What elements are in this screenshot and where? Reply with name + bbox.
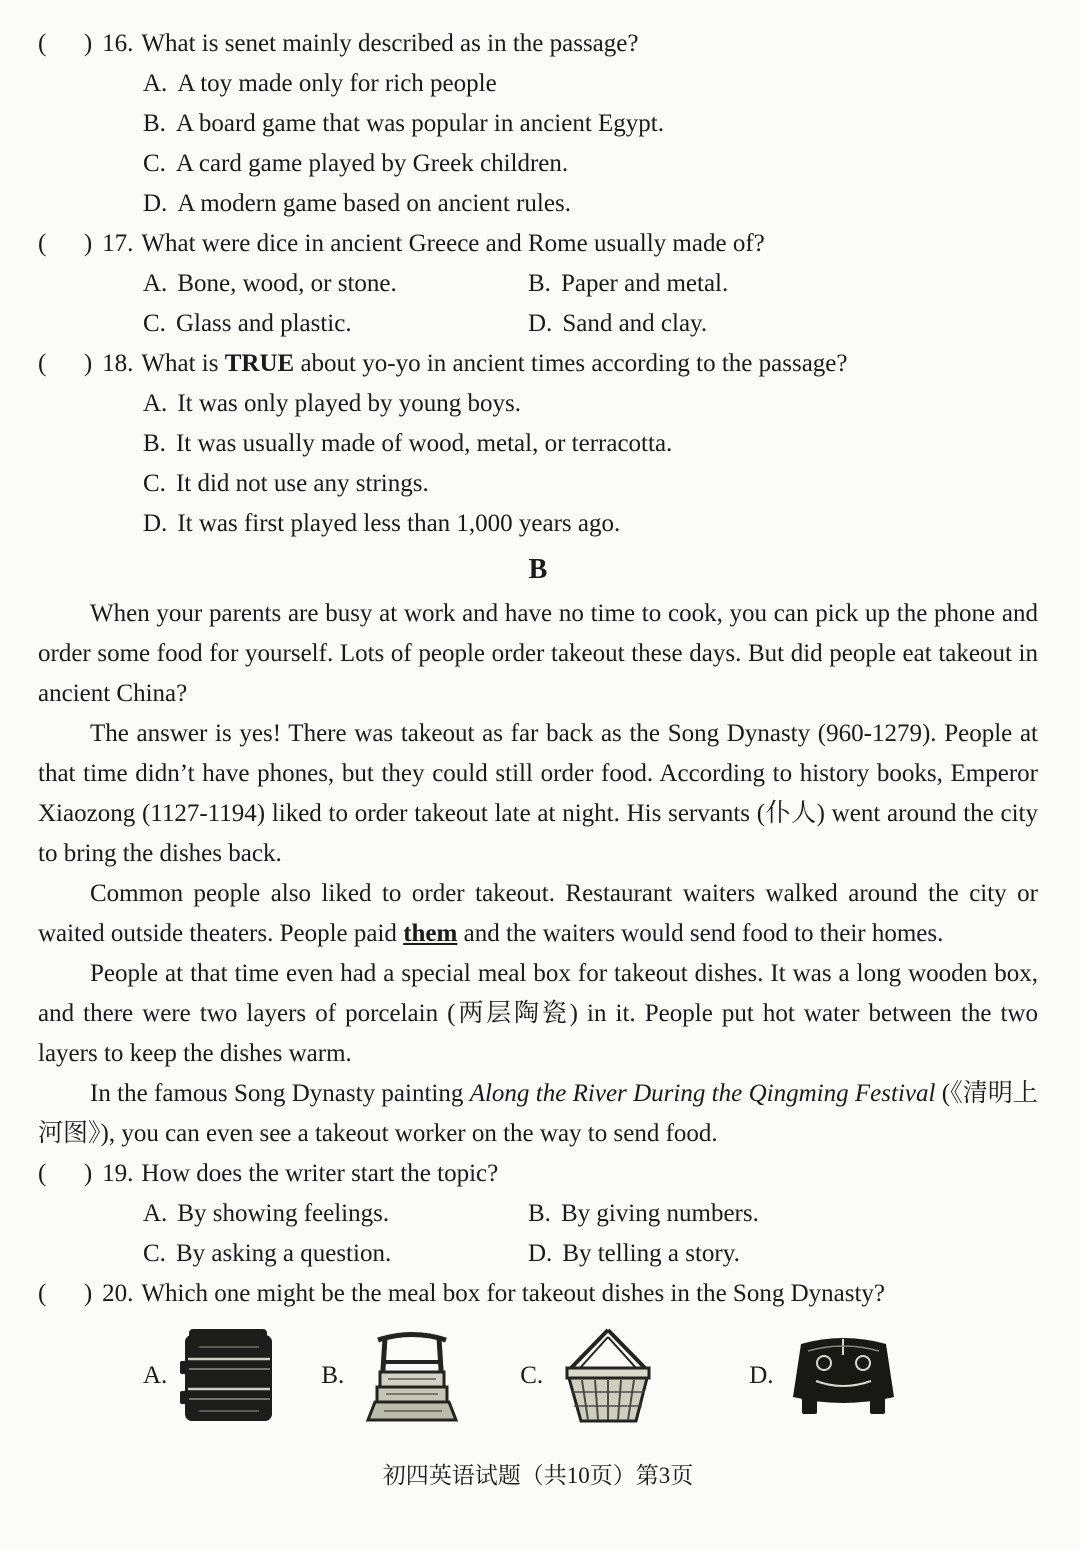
question-16-head xyxy=(38,24,1038,64)
option-label: C. xyxy=(143,150,166,177)
question-17-head xyxy=(38,224,1038,264)
question-text: What were dice in ancient Greece and Rome usually made of? xyxy=(141,230,765,257)
meal-box-image-c xyxy=(555,1326,661,1426)
answer-blank: ( ) xyxy=(38,1160,93,1187)
option-d xyxy=(143,504,1038,544)
meal-box-image-b xyxy=(356,1326,468,1426)
option-a xyxy=(143,384,1038,424)
passage-paragraph-2: The answer is yes! There was takeout as far back as the Song Dynasty (960-1279). People at that time didn’t have phones, but they could still order food. According to history books, Emperor Xiaozong (1127-1194) liked to order takeout late at night. His servants (仆人) went around the city to bring the dishes back. xyxy=(38,720,1038,867)
option-text: Sand and clay. xyxy=(562,310,708,337)
painting-title: Along the River During the Qingming Festival xyxy=(469,1080,936,1107)
paragraph-text: and the waiters would send food to their homes. xyxy=(457,920,944,947)
option-text: It did not use any strings. xyxy=(175,470,429,497)
option-label: C. xyxy=(143,310,166,337)
question-number: 17. xyxy=(102,230,134,257)
option-text: Bone, wood, or stone. xyxy=(177,270,397,297)
question-20-head xyxy=(38,1274,1038,1314)
option-label: D. xyxy=(528,1240,553,1267)
options-row xyxy=(143,1194,1038,1234)
question-19-head xyxy=(38,1154,1038,1194)
option-text: By telling a story. xyxy=(562,1240,740,1267)
meal-box-image-a xyxy=(179,1327,279,1425)
question-text: Which one might be the meal box for takeout dishes in the Song Dynasty? xyxy=(141,1280,885,1307)
option-b xyxy=(528,1194,759,1234)
option-text: It was first played less than 1,000 years ago. xyxy=(177,510,621,537)
option-label: C. xyxy=(520,1362,544,1389)
option-label: C. xyxy=(143,1240,166,1267)
option-label: D. xyxy=(528,310,553,337)
option-text: It was usually made of wood, metal, or terracotta. xyxy=(175,430,673,457)
question-text: What is xyxy=(141,350,225,377)
passage-paragraph-3 xyxy=(38,874,1038,954)
option-label: D. xyxy=(749,1362,774,1389)
options-row xyxy=(143,304,1038,344)
question-number: 19. xyxy=(102,1160,134,1187)
paragraph-text: Common people also liked to order takeout. Restaurant waiters walked around the city or waited outside theaters. People paid xyxy=(38,880,1038,947)
passage-paragraph-4: People at that time even had a special meal box for takeout dishes. It was a long wooden box, and there were two layers of porcelain (两层陶瓷) in it. People put hot water between the two layers to keep the dishes warm. xyxy=(38,960,1038,1067)
option-text: By showing feelings. xyxy=(177,1200,390,1227)
option-label: B. xyxy=(528,270,551,297)
option-text: Glass and plastic. xyxy=(175,310,352,337)
option-c xyxy=(143,304,528,344)
option-label: A. xyxy=(143,1200,168,1227)
option-c xyxy=(143,464,1038,504)
question-text: What is senet mainly described as in the passage? xyxy=(141,30,639,57)
option-d xyxy=(528,304,707,344)
passage-paragraph-5 xyxy=(38,1074,1038,1154)
option-a xyxy=(143,264,528,304)
question-text: about yo-yo in ancient times according to the passage? xyxy=(294,350,848,377)
passage-paragraph-1: When your parents are busy at work and have no time to cook, you can pick up the phone and order some food for yourself. Lots of people order takeout these days. But did people eat takeout in ancient China? xyxy=(38,600,1038,707)
question-number: 16. xyxy=(102,30,134,57)
question-text: How does the writer start the topic? xyxy=(141,1160,499,1187)
answer-blank: ( ) xyxy=(38,350,93,377)
option-text: By asking a question. xyxy=(175,1240,392,1267)
answer-blank: ( ) xyxy=(38,230,93,257)
option-label: D. xyxy=(143,510,168,537)
option-text: A modern game based on ancient rules. xyxy=(177,190,571,217)
answer-blank: ( ) xyxy=(38,1280,93,1307)
page-footer: 初四英语试题（共10页）第3页 xyxy=(382,1463,694,1488)
option-label: A. xyxy=(143,390,168,417)
meal-box-image-d xyxy=(786,1329,901,1424)
option-c xyxy=(143,144,1038,184)
question-17 xyxy=(38,224,1038,344)
question-18-head xyxy=(38,344,1038,384)
option-d xyxy=(143,184,1038,224)
emphasized-word: them xyxy=(403,920,458,947)
question-number: 18. xyxy=(102,350,134,377)
question-20 xyxy=(38,1274,1038,1426)
option-label: B. xyxy=(143,110,166,137)
options-row xyxy=(143,1234,1038,1274)
option-label: A. xyxy=(143,70,168,97)
option-a xyxy=(143,64,1038,104)
image-options-row xyxy=(143,1326,1038,1426)
section-heading-b: B xyxy=(528,554,548,585)
option-label: B. xyxy=(143,430,166,457)
question-text-emphasis: TRUE xyxy=(224,350,295,377)
option-label: B. xyxy=(528,1200,551,1227)
question-19 xyxy=(38,1154,1038,1274)
option-text: By giving numbers. xyxy=(560,1200,759,1227)
question-number: 20. xyxy=(102,1280,134,1307)
paragraph-text: (《清明上河图》), you can even see a takeout worker on the way to send food. xyxy=(38,1080,1038,1147)
options-row xyxy=(143,264,1038,304)
option-text: A board game that was popular in ancient Egypt. xyxy=(175,110,664,137)
question-18 xyxy=(38,344,1038,544)
answer-blank: ( ) xyxy=(38,30,93,57)
option-b xyxy=(143,104,1038,144)
option-label: D. xyxy=(143,190,168,217)
question-16 xyxy=(38,24,1038,224)
option-b xyxy=(528,264,728,304)
option-text: Paper and metal. xyxy=(560,270,729,297)
option-a xyxy=(143,1194,528,1234)
option-text: A card game played by Greek children. xyxy=(175,150,569,177)
option-text: It was only played by young boys. xyxy=(177,390,522,417)
option-label: B. xyxy=(321,1362,345,1389)
option-c xyxy=(143,1234,528,1274)
paragraph-text: In the famous Song Dynasty painting xyxy=(90,1080,470,1107)
option-label: C. xyxy=(143,470,166,497)
option-text: A toy made only for rich people xyxy=(177,70,497,97)
option-label: A. xyxy=(143,270,168,297)
option-label: A. xyxy=(143,1362,168,1389)
option-d xyxy=(528,1234,740,1274)
option-b xyxy=(143,424,1038,464)
